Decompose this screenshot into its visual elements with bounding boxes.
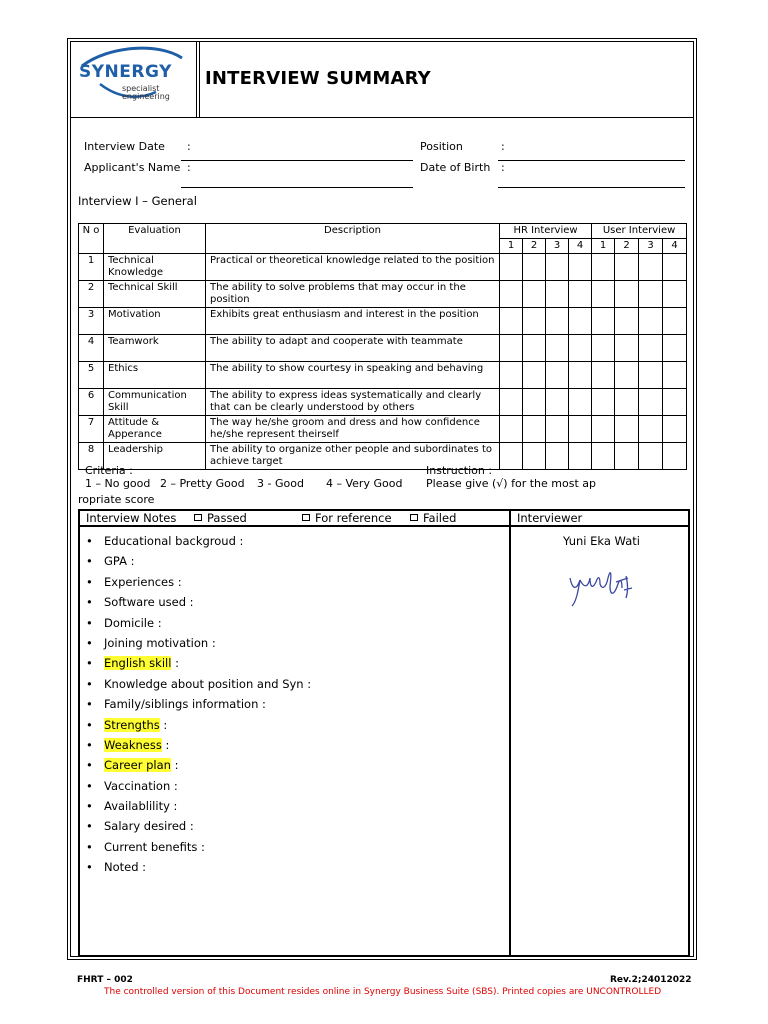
- score-cell[interactable]: [523, 416, 546, 443]
- bullet-icon: •: [86, 554, 93, 569]
- notes-list: [86, 533, 311, 880]
- note-label: Experiences :: [104, 574, 182, 589]
- table-row: [79, 416, 687, 443]
- row-evaluation: Technical Knowledge: [104, 254, 206, 281]
- list-item: [86, 778, 311, 798]
- criteria-1: 1 – No good: [85, 477, 151, 490]
- row-no: 4: [79, 335, 104, 362]
- reference-option[interactable]: [302, 511, 392, 525]
- note-highlight: English skill: [104, 656, 172, 671]
- score-cell[interactable]: [500, 389, 523, 416]
- row-evaluation: Technical Skill: [104, 281, 206, 308]
- table-row: [79, 335, 687, 362]
- score-cell[interactable]: [592, 281, 615, 308]
- passed-option[interactable]: [194, 511, 247, 525]
- interview-date-colon: :: [187, 140, 191, 153]
- score-cell[interactable]: [500, 308, 523, 335]
- row-no: 5: [79, 362, 104, 389]
- instruction-text: Please give (√) for the most ap: [426, 477, 596, 490]
- score-cell[interactable]: [592, 389, 615, 416]
- failed-option[interactable]: [410, 511, 456, 525]
- score-cell[interactable]: [615, 443, 639, 470]
- score-cell[interactable]: [523, 362, 546, 389]
- position-field[interactable]: [498, 160, 685, 161]
- bullet-icon: •: [86, 595, 93, 610]
- interview-date-field[interactable]: [181, 160, 413, 161]
- score-cell[interactable]: [615, 254, 639, 281]
- bullet-icon: •: [86, 778, 93, 793]
- score-cell[interactable]: [546, 254, 569, 281]
- table-row: [79, 281, 687, 308]
- list-item: [86, 635, 311, 655]
- score-cell[interactable]: [639, 389, 663, 416]
- signature-image: [566, 566, 638, 608]
- note-label: Current benefits :: [104, 839, 205, 854]
- list-item: [86, 655, 311, 675]
- table-row: [79, 389, 687, 416]
- logo-wordmark: SYNERGY: [79, 62, 172, 82]
- notes-column-divider: [509, 509, 511, 957]
- score-cell[interactable]: [639, 362, 663, 389]
- list-item: [86, 615, 311, 635]
- score-cell[interactable]: [639, 308, 663, 335]
- row-description: The ability to adapt and cooperate with teammate: [206, 335, 500, 362]
- row-description: The ability to show courtesy in speaking and behaving: [206, 362, 500, 389]
- row-evaluation: Leadership: [104, 443, 206, 470]
- date-of-birth-field[interactable]: [498, 187, 685, 188]
- score-cell[interactable]: [592, 308, 615, 335]
- score-cell[interactable]: [639, 416, 663, 443]
- bullet-icon: •: [86, 839, 93, 854]
- score-cell[interactable]: [523, 335, 546, 362]
- score-cell[interactable]: [546, 416, 569, 443]
- bullet-icon: •: [86, 799, 93, 814]
- list-item: [86, 717, 311, 737]
- header-description: Description: [206, 224, 500, 254]
- interview-notes-header: Interview Notes: [86, 511, 177, 525]
- bullet-icon: •: [86, 534, 93, 548]
- score-cell[interactable]: [663, 254, 687, 281]
- score-cell[interactable]: [569, 389, 592, 416]
- score-cell[interactable]: [663, 443, 687, 470]
- score-cell[interactable]: [569, 416, 592, 443]
- passed-label: Passed: [207, 511, 247, 525]
- row-evaluation: Attitude & Apperance: [104, 416, 206, 443]
- note-label: Educational backgroud :: [104, 534, 244, 548]
- bullet-icon: •: [86, 574, 93, 589]
- controlled-copy-notice: The controlled version of this Document resides online in Synergy Business Suite (SBS). Printed copies are UNCONTROLLED: [104, 987, 662, 997]
- score-cell[interactable]: [615, 416, 639, 443]
- row-description: The ability to organize other people and subordinates to achieve target: [206, 443, 500, 470]
- score-cell[interactable]: [639, 335, 663, 362]
- notes-header-divider: [78, 525, 690, 527]
- note-highlight: Career plan: [104, 758, 171, 773]
- page-title: INTERVIEW SUMMARY: [205, 68, 431, 89]
- applicant-name-colon: :: [187, 161, 191, 174]
- row-description: The ability to solve problems that may occur in the position: [206, 281, 500, 308]
- score-cell[interactable]: [546, 443, 569, 470]
- note-label: Availablility :: [104, 799, 178, 814]
- note-label: Software used :: [104, 595, 194, 610]
- score-cell[interactable]: [569, 308, 592, 335]
- bullet-icon: •: [86, 697, 93, 712]
- bullet-icon: •: [86, 717, 93, 732]
- note-label: :: [159, 717, 168, 732]
- list-item: [86, 818, 311, 838]
- row-description: Practical or theoretical knowledge related to the position: [206, 254, 500, 281]
- score-cell[interactable]: [592, 416, 615, 443]
- score-cell[interactable]: [500, 281, 523, 308]
- note-label: :: [161, 737, 170, 752]
- list-item: [86, 676, 311, 696]
- header-hr-interview: HR Interview: [500, 224, 592, 239]
- score-cell[interactable]: [569, 254, 592, 281]
- list-item: [86, 798, 311, 818]
- list-item: [86, 594, 311, 614]
- applicant-name-label: Applicant's Name: [84, 161, 181, 174]
- list-item: [86, 839, 311, 859]
- logo-subtitle-1: specialist: [122, 84, 160, 93]
- checkbox-icon[interactable]: [410, 514, 418, 521]
- note-label: Vaccination :: [104, 778, 178, 793]
- note-highlight: Strengths: [104, 717, 160, 732]
- table-row: [79, 308, 687, 335]
- user-score-2: 2: [615, 239, 639, 254]
- user-score-3: 3: [639, 239, 663, 254]
- bullet-icon: •: [86, 860, 93, 875]
- score-cell[interactable]: [639, 443, 663, 470]
- header-no: N o: [79, 224, 104, 254]
- row-evaluation: Communication Skill: [104, 389, 206, 416]
- revision-code: Rev.2;24012022: [610, 975, 692, 985]
- score-cell[interactable]: [569, 362, 592, 389]
- instruction-text-cont: ropriate score: [78, 493, 155, 506]
- score-cell[interactable]: [663, 308, 687, 335]
- reference-label: For reference: [315, 511, 392, 525]
- score-cell[interactable]: [523, 281, 546, 308]
- score-cell[interactable]: [615, 335, 639, 362]
- failed-label: Failed: [423, 511, 457, 525]
- checkbox-icon[interactable]: [194, 514, 202, 521]
- score-cell[interactable]: [523, 389, 546, 416]
- score-cell[interactable]: [615, 308, 639, 335]
- list-item: [86, 574, 311, 594]
- score-cell[interactable]: [663, 416, 687, 443]
- header-user-interview: User Interview: [592, 224, 687, 239]
- score-cell[interactable]: [663, 281, 687, 308]
- bullet-icon: •: [86, 656, 93, 671]
- criteria-2: 2 – Pretty Good: [160, 477, 245, 490]
- list-item: [86, 737, 311, 757]
- score-cell[interactable]: [546, 389, 569, 416]
- score-cell[interactable]: [639, 254, 663, 281]
- user-score-1: 1: [592, 239, 615, 254]
- row-evaluation: Ethics: [104, 362, 206, 389]
- interviewer-name: Yuni Eka Wati: [563, 534, 640, 548]
- bullet-icon: •: [86, 615, 93, 630]
- logo-divider-inner: [199, 41, 200, 117]
- score-cell[interactable]: [523, 443, 546, 470]
- hr-score-3: 3: [546, 239, 569, 254]
- score-cell[interactable]: [615, 281, 639, 308]
- hr-score-1: 1: [500, 239, 523, 254]
- row-description: The ability to express ideas systematically and clearly that can be clearly understood by others: [206, 389, 500, 416]
- score-cell[interactable]: [615, 362, 639, 389]
- score-cell[interactable]: [639, 281, 663, 308]
- score-cell[interactable]: [500, 443, 523, 470]
- date-of-birth-colon: :: [501, 161, 505, 174]
- score-cell[interactable]: [546, 281, 569, 308]
- row-description: The way he/she groom and dress and how confidence he/she represent theirself: [206, 416, 500, 443]
- hr-score-4: 4: [569, 239, 592, 254]
- bullet-icon: •: [86, 635, 93, 650]
- row-no: 7: [79, 416, 104, 443]
- score-cell[interactable]: [546, 362, 569, 389]
- bullet-icon: •: [86, 676, 93, 691]
- note-label: Joining motivation :: [104, 635, 216, 650]
- row-no: 3: [79, 308, 104, 335]
- score-cell[interactable]: [500, 254, 523, 281]
- score-cell[interactable]: [500, 335, 523, 362]
- score-cell[interactable]: [500, 362, 523, 389]
- note-label: :: [171, 656, 179, 671]
- note-label: Noted :: [104, 860, 147, 875]
- note-label: Salary desired :: [104, 819, 194, 834]
- score-cell[interactable]: [523, 254, 546, 281]
- score-cell[interactable]: [592, 254, 615, 281]
- row-evaluation: Teamwork: [104, 335, 206, 362]
- criteria-4: 4 – Very Good: [326, 477, 403, 490]
- row-evaluation: Motivation: [104, 308, 206, 335]
- header-evaluation: Evaluation: [104, 224, 206, 254]
- score-cell[interactable]: [546, 308, 569, 335]
- list-item: [86, 553, 311, 573]
- form-code: FHRT – 002: [77, 975, 133, 985]
- table-row: [79, 443, 687, 470]
- score-cell[interactable]: [592, 362, 615, 389]
- row-no: 8: [79, 443, 104, 470]
- note-label: Family/siblings information :: [104, 697, 266, 712]
- bullet-icon: •: [86, 758, 93, 773]
- bullet-icon: •: [86, 819, 93, 834]
- user-score-4: 4: [663, 239, 687, 254]
- date-of-birth-label: Date of Birth: [420, 161, 491, 174]
- score-cell[interactable]: [569, 335, 592, 362]
- bullet-icon: •: [86, 737, 93, 752]
- header-divider: [70, 117, 694, 118]
- score-cell[interactable]: [615, 389, 639, 416]
- position-label: Position: [420, 140, 463, 153]
- list-item: [86, 859, 311, 879]
- score-cell[interactable]: [523, 308, 546, 335]
- interviewer-header: Interviewer: [517, 511, 583, 525]
- list-item: [86, 696, 311, 716]
- score-cell[interactable]: [500, 416, 523, 443]
- hr-score-2: 2: [523, 239, 546, 254]
- row-no: 1: [79, 254, 104, 281]
- note-label: :: [170, 758, 179, 773]
- score-cell[interactable]: [663, 389, 687, 416]
- row-no: 6: [79, 389, 104, 416]
- logo-subtitle-2: engineering: [122, 92, 170, 101]
- row-no: 2: [79, 281, 104, 308]
- list-item: [86, 533, 311, 553]
- score-cell[interactable]: [663, 335, 687, 362]
- note-label: Domicile :: [104, 615, 162, 630]
- instruction-label: Instruction :: [426, 464, 493, 477]
- evaluation-table: [78, 223, 687, 470]
- score-cell[interactable]: [592, 335, 615, 362]
- table-row: [79, 362, 687, 389]
- section-title: Interview I – General: [78, 194, 197, 208]
- logo-divider: [196, 41, 197, 117]
- score-cell[interactable]: [663, 362, 687, 389]
- note-highlight: Weakness: [104, 737, 162, 752]
- score-cell[interactable]: [592, 443, 615, 470]
- applicant-name-field[interactable]: [181, 187, 413, 188]
- score-cell[interactable]: [546, 335, 569, 362]
- note-label: GPA :: [104, 554, 135, 569]
- table-row: [79, 254, 687, 281]
- criteria-label: Criteria :: [85, 464, 133, 477]
- row-description: Exhibits great enthusiasm and interest in the position: [206, 308, 500, 335]
- list-item: [86, 757, 311, 777]
- score-cell[interactable]: [569, 281, 592, 308]
- criteria-3: 3 - Good: [257, 477, 304, 490]
- score-cell[interactable]: [569, 443, 592, 470]
- position-colon: :: [501, 140, 505, 153]
- checkbox-icon[interactable]: [302, 514, 310, 521]
- interview-date-label: Interview Date: [84, 140, 165, 153]
- note-label: Knowledge about position and Syn :: [104, 676, 312, 691]
